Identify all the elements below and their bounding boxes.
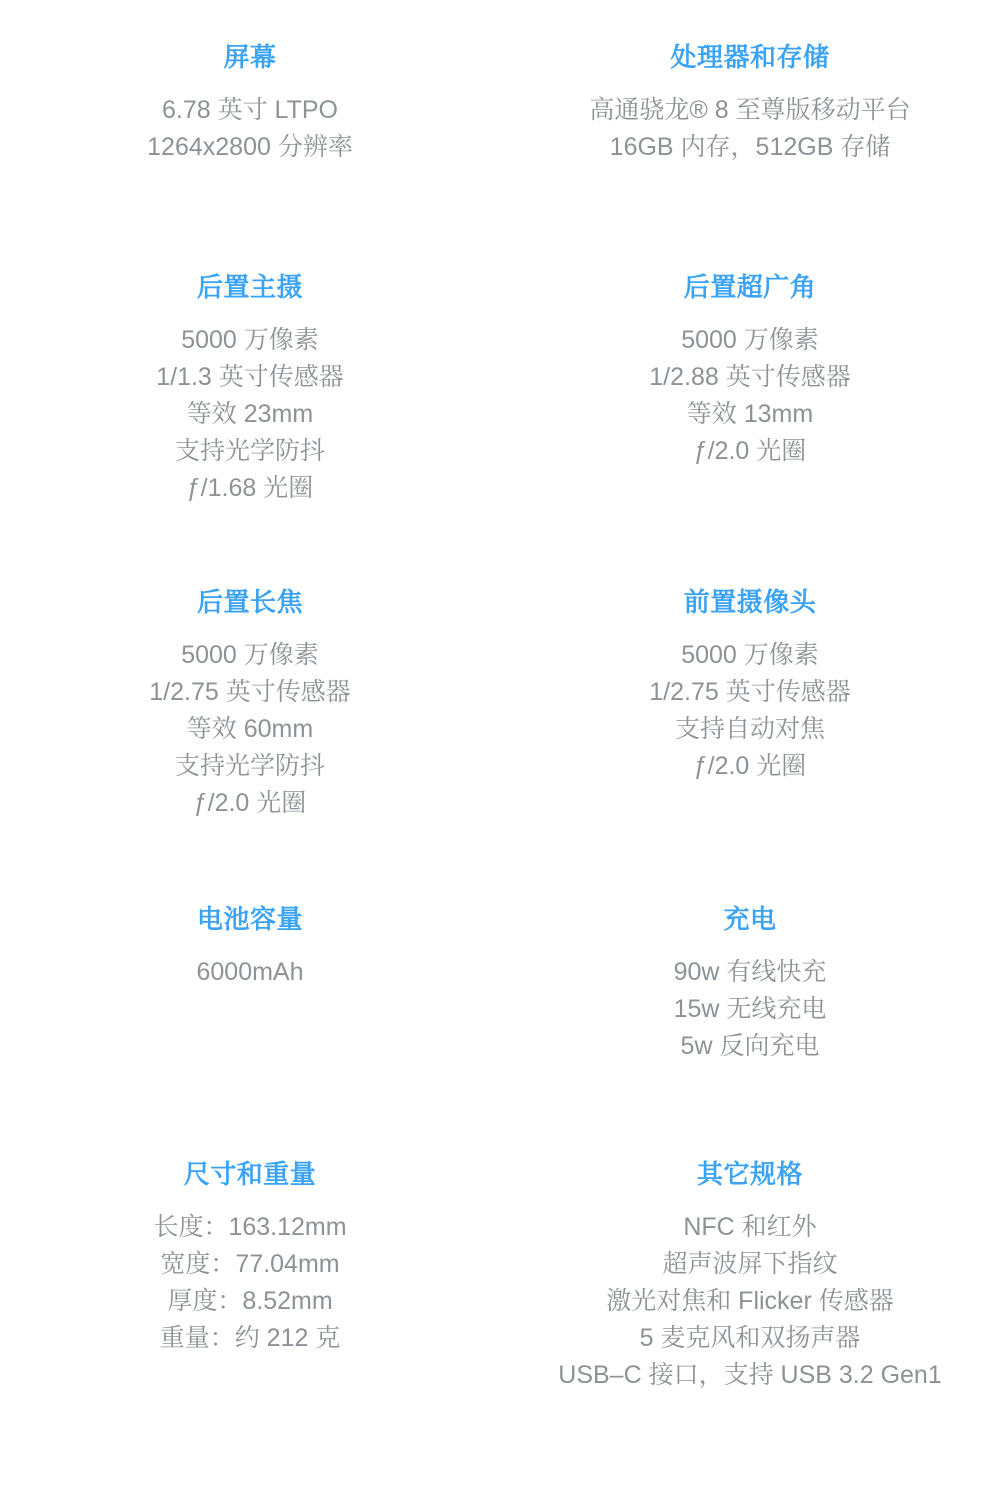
spec-block-battery [0, 902, 500, 1065]
spec-line: 5000 万像素 [181, 641, 319, 669]
spec-line: 宽度：77.04mm [160, 1250, 340, 1278]
spec-row-display-chipset [0, 40, 1000, 166]
spec-line: 超声波屏下指纹 [662, 1250, 838, 1278]
spec-line: 厚度：8.52mm [167, 1287, 333, 1315]
spec-line: 1/1.3 英寸传感器 [156, 363, 344, 391]
spec-block-other-specs [500, 1157, 1000, 1394]
spec-line: 5000 万像素 [181, 326, 319, 354]
spec-title-rear-telephoto-camera: 后置长焦 [196, 587, 303, 617]
spec-lines-rear-ultrawide-camera [524, 322, 976, 470]
spec-row-dimensions-other [0, 1157, 1000, 1394]
spec-line: 激光对焦和 Flicker 传感器 [606, 1287, 894, 1315]
spec-block-rear-ultrawide-camera [500, 270, 1000, 507]
spec-line: 5000 万像素 [681, 326, 819, 354]
spec-line: ƒ/2.0 光圈 [693, 437, 807, 465]
spec-block-rear-main-camera [0, 270, 500, 507]
spec-title-front-camera: 前置摄像头 [683, 587, 817, 617]
row-spacer [0, 1065, 1000, 1157]
spec-lines-other-specs [524, 1209, 976, 1394]
spec-title-chipset: 处理器和存储 [670, 42, 830, 72]
row-spacer [0, 822, 1000, 902]
spec-line: ƒ/1.68 光圈 [186, 474, 314, 502]
spec-title-dimensions: 尺寸和重量 [183, 1159, 317, 1189]
spec-lines-display [24, 92, 476, 166]
spec-lines-dimensions [24, 1209, 476, 1357]
spec-row-rear-cameras [0, 270, 1000, 507]
spec-line: 16GB 内存，512GB 存储 [609, 133, 891, 161]
spec-line: 1264x2800 分辨率 [147, 133, 353, 161]
spec-line: 90w 有线快充 [673, 958, 827, 986]
spec-line: 支持光学防抖 [174, 437, 325, 465]
spec-lines-battery [24, 954, 476, 991]
row-spacer [0, 166, 1000, 270]
spec-line: 等效 23mm [186, 400, 314, 428]
row-spacer [0, 507, 1000, 585]
spec-line: 1/2.88 英寸传感器 [649, 363, 851, 391]
spec-line: 5 麦克风和双扬声器 [639, 1324, 861, 1352]
spec-title-rear-main-camera: 后置主摄 [196, 272, 303, 302]
spec-line: ƒ/2.0 光圈 [193, 789, 307, 817]
spec-line: 1/2.75 英寸传感器 [149, 678, 351, 706]
spec-block-rear-telephoto-camera [0, 585, 500, 822]
spec-block-charging [500, 902, 1000, 1065]
spec-line: NFC 和红外 [683, 1213, 817, 1241]
spec-line: 15w 无线充电 [673, 995, 827, 1023]
spec-title-other-specs: 其它规格 [696, 1159, 803, 1189]
spec-line: 5000 万像素 [681, 641, 819, 669]
spec-lines-rear-main-camera [24, 322, 476, 507]
spec-row-battery-charging [0, 902, 1000, 1065]
spec-line: 6000mAh [196, 958, 304, 986]
spec-title-battery: 电池容量 [196, 904, 303, 934]
spec-line: ƒ/2.0 光圈 [693, 752, 807, 780]
spec-row-tele-front-cameras [0, 585, 1000, 822]
spec-title-display: 屏幕 [223, 42, 277, 72]
spec-line: 1/2.75 英寸传感器 [649, 678, 851, 706]
spec-line: USB–C 接口，支持 USB 3.2 Gen1 [558, 1361, 942, 1389]
spec-title-rear-ultrawide-camera: 后置超广角 [683, 272, 817, 302]
spec-line: 5w 反向充电 [680, 1032, 820, 1060]
spec-lines-front-camera [524, 637, 976, 785]
spec-block-display [0, 40, 500, 166]
spec-line: 等效 60mm [186, 715, 314, 743]
spec-title-charging: 充电 [723, 904, 777, 934]
spec-line: 长度：163.12mm [153, 1213, 347, 1241]
spec-line: 重量：约 212 克 [159, 1324, 341, 1352]
spec-lines-rear-telephoto-camera [24, 637, 476, 822]
spec-line: 等效 13mm [686, 400, 814, 428]
spec-block-chipset [500, 40, 1000, 166]
spec-block-dimensions [0, 1157, 500, 1394]
spec-line: 支持光学防抖 [174, 752, 325, 780]
spec-line: 6.78 英寸 LTPO [162, 96, 338, 124]
spec-block-front-camera [500, 585, 1000, 822]
spec-line: 支持自动对焦 [674, 715, 825, 743]
spec-lines-chipset [524, 92, 976, 166]
spec-lines-charging [524, 954, 976, 1065]
spec-line: 高通骁龙® 8 至尊版移动平台 [589, 96, 911, 124]
